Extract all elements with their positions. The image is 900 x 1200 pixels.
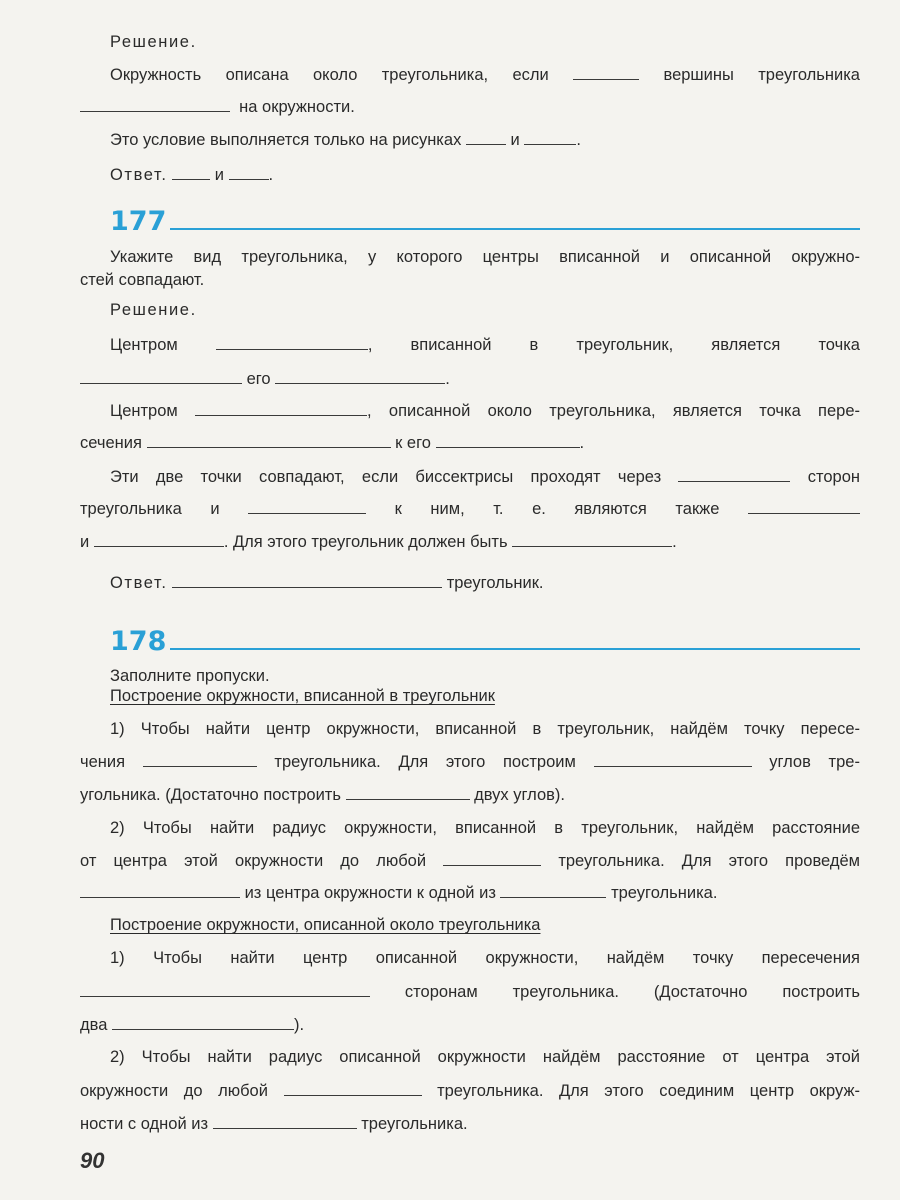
blank-input[interactable] <box>512 531 672 547</box>
t178-p2-line3: из центра окружности к одной из треугольника. <box>80 882 860 903</box>
t178-p2-line1: 2) Чтобы найти радиус окружности, вписанной в треугольник, найдём расстояние <box>110 819 860 837</box>
t178-p3-line2: сторонам треугольника. (Достаточно построить <box>80 981 860 1002</box>
blank-input[interactable] <box>436 432 580 448</box>
t178-subheading-circumscribed: Построение окружности, описанной около треугольника <box>110 916 541 934</box>
t176-line2: на окружности. <box>80 96 860 117</box>
blank-input[interactable] <box>346 784 470 800</box>
blank-input[interactable] <box>284 1080 422 1096</box>
t176-answer: Ответ. и . <box>110 166 274 184</box>
t176-line3: Это условие выполняется только на рисунках и . <box>110 131 581 149</box>
solution-heading-176: Решение. <box>110 33 197 51</box>
blank-input[interactable] <box>466 129 506 145</box>
blank-input[interactable] <box>275 368 445 384</box>
divider-line <box>170 648 860 650</box>
t177-question-line1: Укажите вид треугольника, у которого центры вписанной и описанной окружно- <box>110 248 860 266</box>
blank-input[interactable] <box>443 850 541 866</box>
blank-input[interactable] <box>94 531 224 547</box>
blank-input[interactable] <box>229 164 269 180</box>
divider-line <box>170 228 860 230</box>
blank-input[interactable] <box>678 466 790 482</box>
t178-instruction: Заполните пропуски. <box>110 667 270 685</box>
t178-p3-line1: 1) Чтобы найти центр описанной окружности, найдём точку пересечения <box>110 949 860 967</box>
blank-input[interactable] <box>216 334 368 350</box>
blank-input[interactable] <box>80 882 240 898</box>
blank-input[interactable] <box>147 432 391 448</box>
t178-p4-line2: окружности до любой треугольника. Для этого соединим центр окруж- <box>80 1082 860 1100</box>
blank-input[interactable] <box>143 751 257 767</box>
t177-line5: Эти две точки совпадают, если биссектрисы проходят через сторон <box>110 468 860 486</box>
blank-input[interactable] <box>594 751 752 767</box>
blank-input[interactable] <box>112 1014 294 1030</box>
blank-input[interactable] <box>80 981 370 997</box>
page-number: 90 <box>80 1148 105 1173</box>
t177-line7: и . Для этого треугольник должен быть . <box>80 533 677 551</box>
t177-line6: треугольника и к ним, т. е. являются также <box>80 498 860 519</box>
t176-line1: Окружность описана около треугольника, если вершины треугольника <box>110 66 860 84</box>
t177-line1: Центром , вписанной в треугольник, является точка <box>110 336 860 354</box>
t178-p1-line1: 1) Чтобы найти центр окружности, вписанной в треугольник, найдём точку пересе- <box>110 720 860 738</box>
blank-input[interactable] <box>524 129 576 145</box>
t177-line4: сечения к его . <box>80 434 585 452</box>
t177-question-line2: стей совпадают. <box>80 271 205 289</box>
blank-input[interactable] <box>573 64 639 80</box>
t177-answer: Ответ. треугольник. <box>110 574 544 592</box>
blank-input[interactable] <box>213 1113 357 1129</box>
t178-p2-line2: от центра этой окружности до любой треугольника. Для этого проведём <box>80 852 860 870</box>
t178-p3-line3: два ). <box>80 1016 305 1034</box>
t178-p1-line3: угольника. (Достаточно построить двух углов). <box>80 786 566 804</box>
t178-subheading-inscribed: Построение окружности, вписанной в треугольник <box>110 687 495 705</box>
task-number: 178 <box>110 626 167 657</box>
t178-p4-line1: 2) Чтобы найти радиус описанной окружности найдём расстояние от центра этой <box>110 1048 860 1066</box>
t177-line3: Центром , описанной около треугольника, является точка пере- <box>110 402 860 420</box>
blank-input[interactable] <box>248 498 366 514</box>
task-header-178 <box>80 624 860 660</box>
blank-input[interactable] <box>172 572 442 588</box>
blank-input[interactable] <box>748 498 860 514</box>
blank-input[interactable] <box>195 400 367 416</box>
t178-p4-line3: ности с одной из треугольника. <box>80 1115 468 1133</box>
t178-p1-line2: чения треугольника. Для этого построим углов тре- <box>80 753 860 771</box>
blank-input[interactable] <box>80 96 230 112</box>
task-number: 177 <box>110 206 167 237</box>
blank-input[interactable] <box>500 882 606 898</box>
task-header-177 <box>80 204 860 240</box>
blank-input[interactable] <box>80 368 242 384</box>
blank-input[interactable] <box>172 164 210 180</box>
t177-line2: его . <box>80 368 860 389</box>
solution-heading-177: Решение. <box>110 301 197 319</box>
